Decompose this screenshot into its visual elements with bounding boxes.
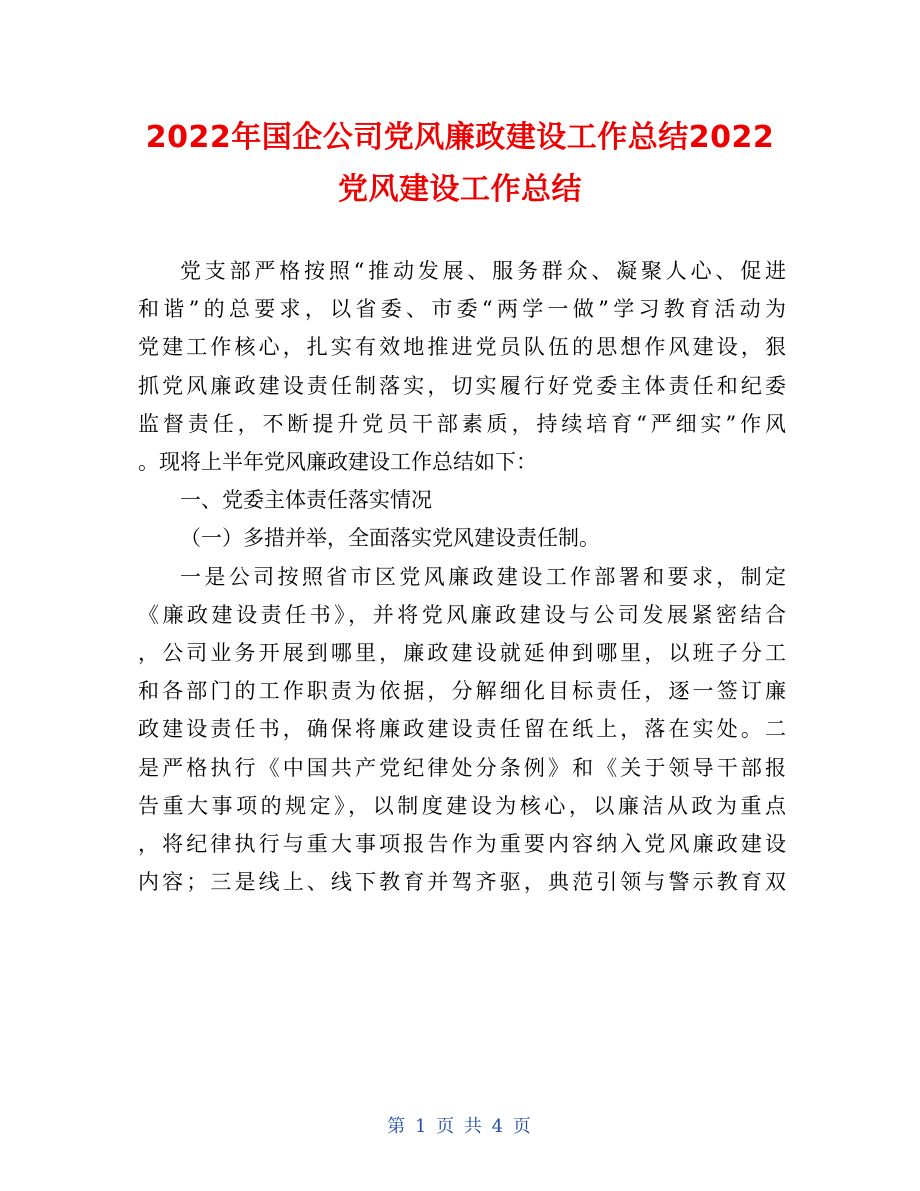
- text-line: 和各部门的工作职责为依据，分解细化目标责任，逐一签订廉: [138, 679, 786, 704]
- text-line: （一）多措并举，全面落实党风建设责任制。: [180, 526, 600, 551]
- page-number-footer: 第 1 页 共 4 页: [387, 1116, 533, 1137]
- document-body: [138, 252, 786, 901]
- text-line: 《廉政建设责任书》，并将党风廉政建设与公司发展紧密结合: [138, 602, 786, 627]
- text-line: 政建设责任书，确保将廉政建设责任留在纸上，落在实处。二: [138, 717, 786, 742]
- text-line: 一、党委主体责任落实情况: [180, 488, 432, 513]
- text-line: 。现将上半年党风廉政建设工作总结如下：: [138, 450, 537, 475]
- text-line: 监督责任，不断提升党员干部素质，持续培育“严细实”作风: [138, 411, 786, 436]
- text-line: 一是公司按照省市区党风廉政建设工作部署和要求，制定: [180, 564, 786, 589]
- text-line: 党建工作核心，扎实有效地推进党员队伍的思想作风建设，狠: [138, 335, 786, 360]
- paragraph-intro: [138, 252, 786, 481]
- title-line-2: 党风建设工作总结: [338, 172, 582, 207]
- section-heading: [138, 481, 786, 519]
- text-line: 和谐”的总要求，以省委、市委“两学一做”学习教育活动为: [138, 297, 786, 322]
- text-line: 党支部严格按照“推动发展、服务群众、凝聚人心、促进: [180, 259, 786, 283]
- paragraph-measures: [138, 558, 786, 902]
- text-line: ，将纪律执行与重大事项报告作为重要内容纳入党风廉政建设: [138, 832, 786, 857]
- document-title: [120, 112, 800, 216]
- subsection-heading: [138, 519, 786, 557]
- text-line: 抓党风廉政建设责任制落实，切实履行好党委主体责任和纪委: [138, 373, 786, 398]
- text-line: 内容；三是线上、线下教育并驾齐驱，典范引领与警示教育双: [138, 870, 786, 895]
- text-line: ，公司业务开展到哪里，廉政建设就延伸到哪里，以班子分工: [138, 641, 786, 666]
- title-line-1: 2022年国企公司党风廉政建设工作总结2022: [145, 120, 775, 155]
- text-line: 告重大事项的规定》，以制度建设为核心，以廉洁从政为重点: [138, 793, 786, 818]
- text-line: 是严格执行《中国共产党纪律处分条例》和《关于领导干部报: [138, 755, 786, 780]
